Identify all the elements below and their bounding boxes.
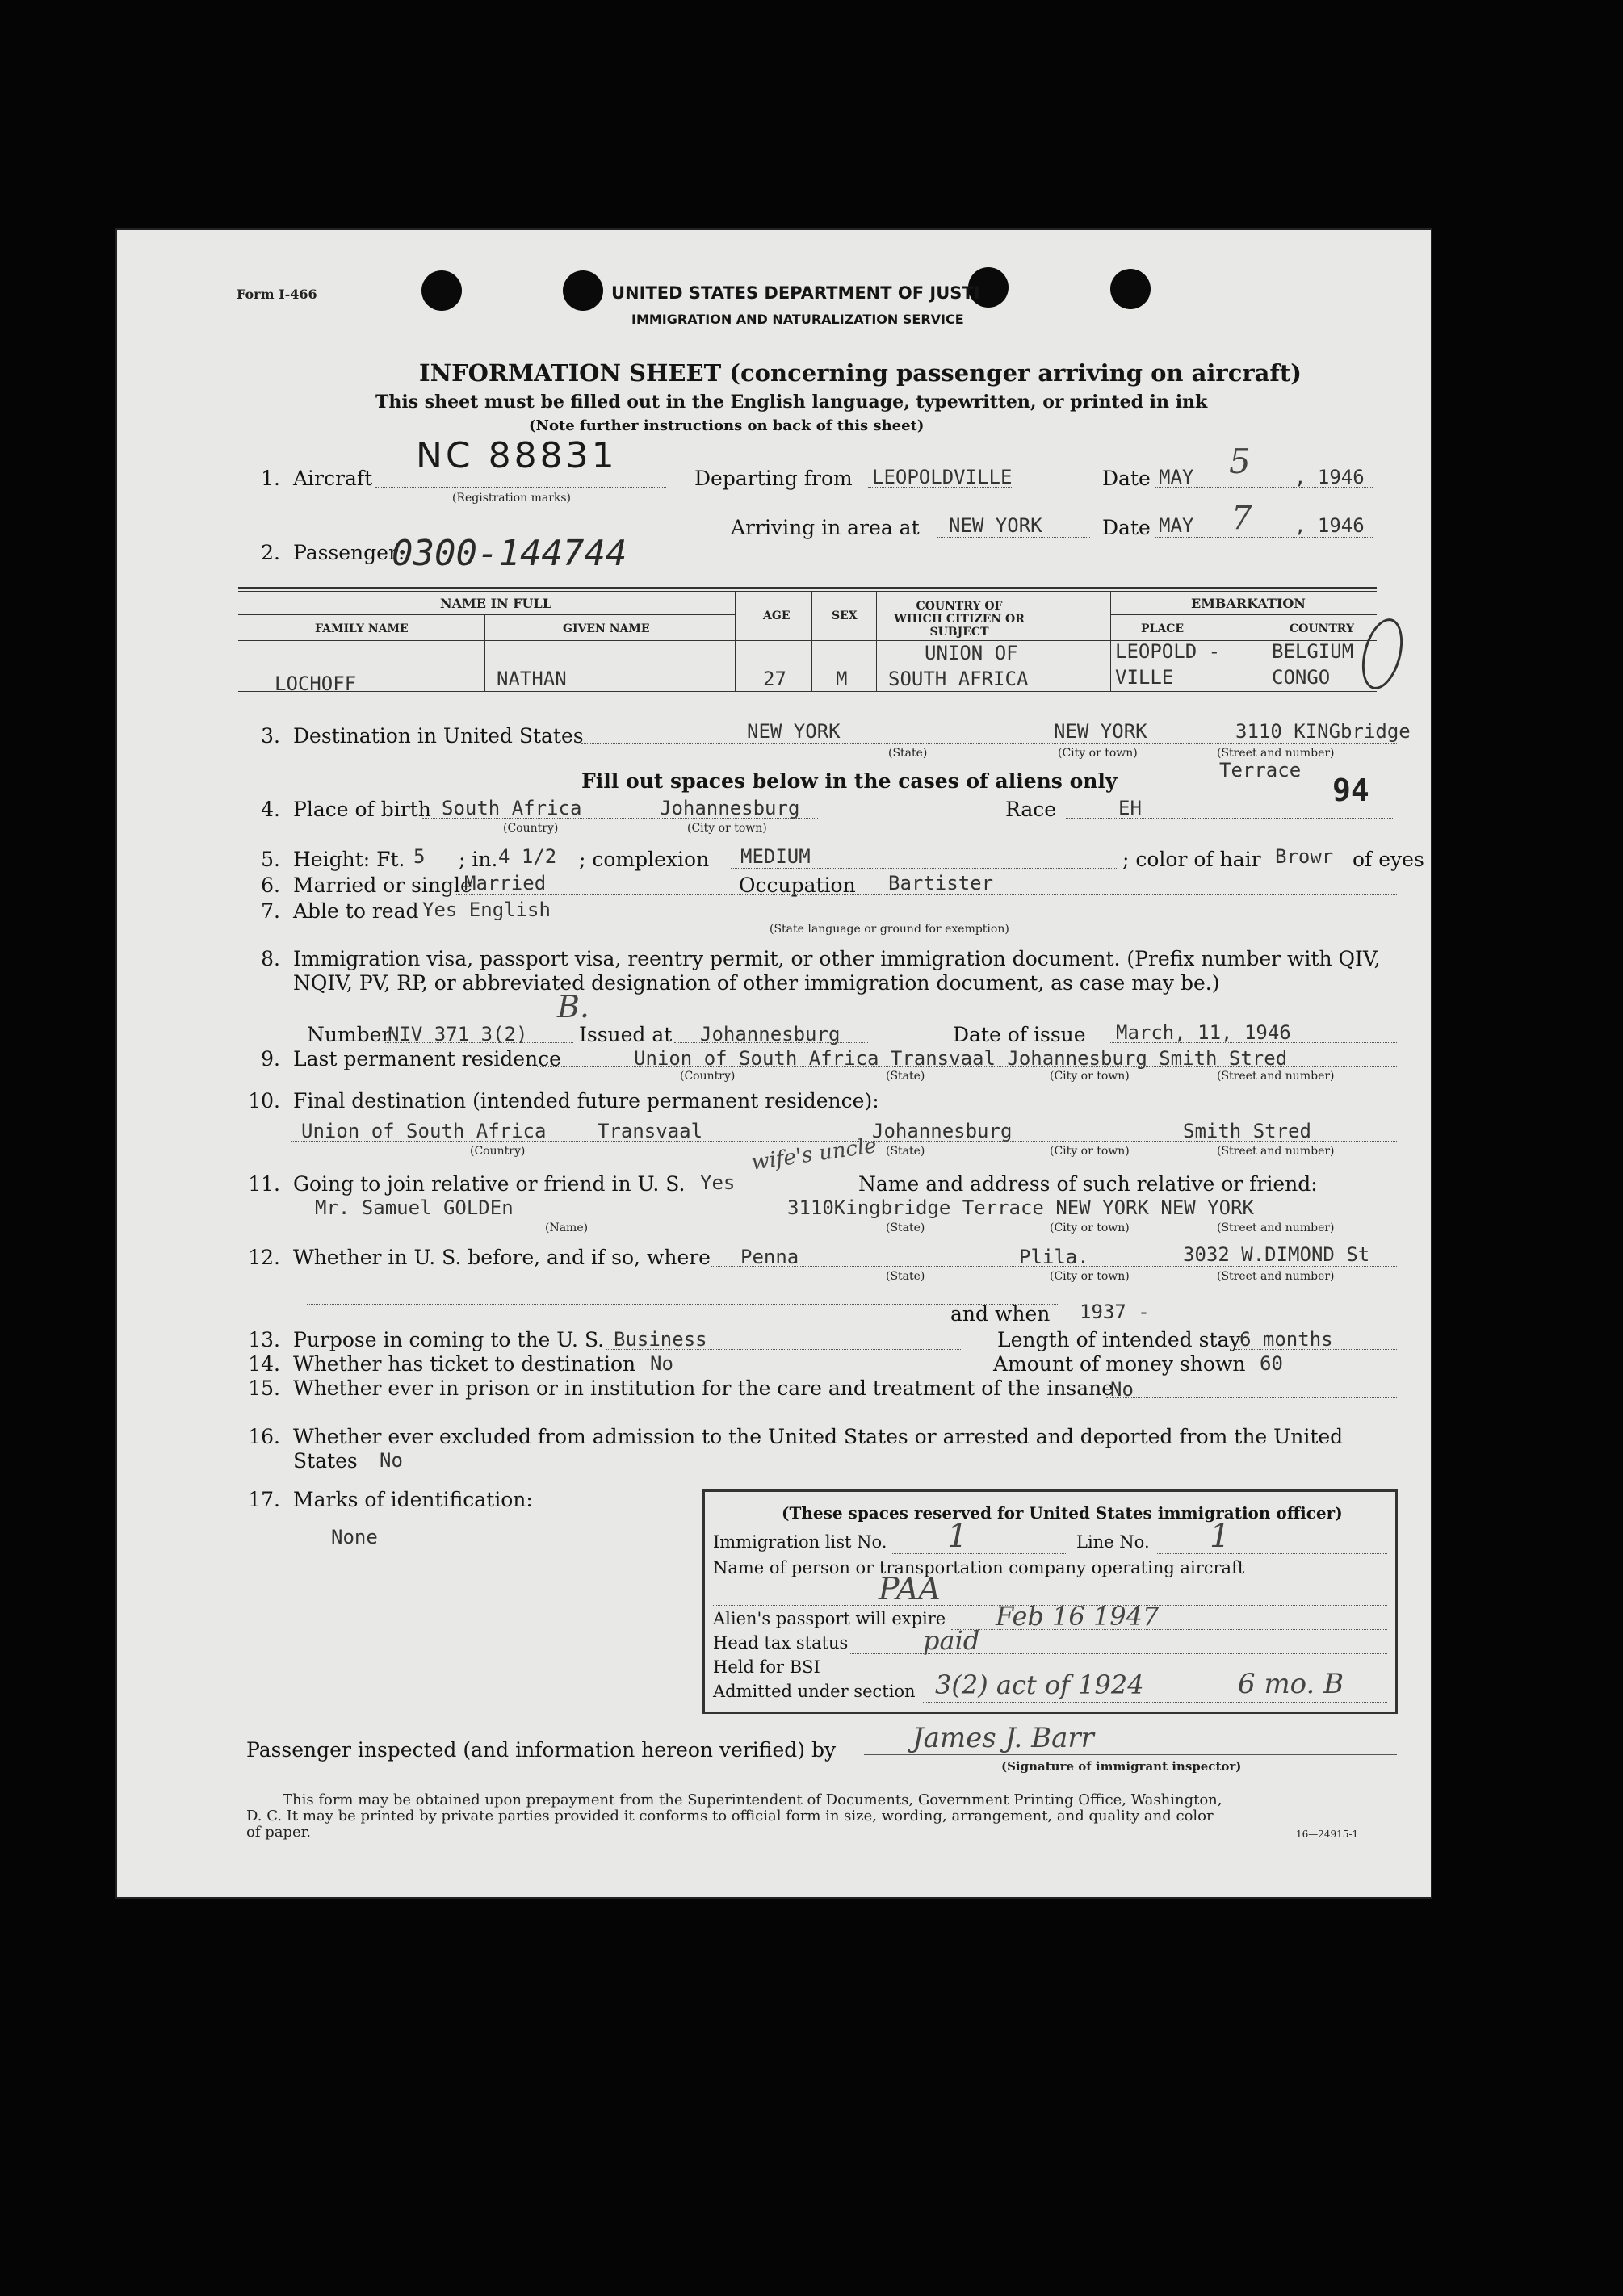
- age-value: 27: [763, 668, 786, 690]
- destination-street-2: Terrace: [1219, 759, 1302, 781]
- res-cap-country: (Country): [680, 1070, 736, 1083]
- col-given-name: GIVEN NAME: [563, 622, 650, 635]
- res-cap-city: (City or town): [1050, 1070, 1130, 1083]
- bsi-label: Held for BSI: [713, 1657, 820, 1677]
- prison-label: 15. Whether ever in prison or in institution for the care and treatment of the insane: [248, 1376, 1114, 1400]
- race-label: Race: [1005, 798, 1057, 821]
- admitted-extra: 6 mo. B: [1238, 1668, 1344, 1700]
- occupation-value: Bartister: [888, 872, 994, 895]
- head-tax-label: Head tax status: [713, 1633, 849, 1653]
- department-name: UNITED STATES DEPARTMENT OF JUSTI: [611, 283, 980, 303]
- dest-cap-city: (City or town): [1058, 747, 1138, 760]
- final-state: Transvaal: [598, 1120, 703, 1142]
- aliens-heading: Fill out spaces below in the cases of aliens only: [581, 769, 1118, 793]
- arrive-date-day: 7: [1231, 500, 1252, 537]
- purpose-label: 13. Purpose in coming to the U. S.: [248, 1328, 605, 1351]
- destination-street: 3110 KINGbridge: [1235, 720, 1411, 743]
- citizen-value-1: UNION OF: [925, 642, 1018, 664]
- ticket-label: 14. Whether has ticket to destination: [248, 1352, 636, 1376]
- passport-expire-label: Alien's passport will expire: [713, 1609, 946, 1628]
- birth-cap-country: (Country): [503, 822, 559, 835]
- col-age: AGE: [763, 610, 791, 622]
- passenger-number: 0300-144744: [392, 533, 627, 574]
- form-sheet: [117, 230, 1431, 1897]
- when-value: 1937 -: [1080, 1301, 1150, 1323]
- emb-country-value-1: BELGIUM: [1272, 640, 1354, 663]
- excluded-value: No: [380, 1449, 403, 1472]
- read-caption: (State language or ground for exemption): [770, 923, 1009, 936]
- birth-cap-city: (City or town): [687, 822, 767, 835]
- depart-date-label: Date: [1102, 467, 1151, 490]
- final-label: 10. Final destination (intended future permanent residence):: [248, 1089, 879, 1112]
- issued-label: Issued at: [579, 1023, 673, 1046]
- before-city: Plila.: [1019, 1246, 1089, 1268]
- ticket-value: No: [650, 1352, 673, 1375]
- occupation-label: Occupation: [739, 874, 856, 897]
- dest-cap-street: (Street and number): [1217, 747, 1335, 760]
- before-label: 12. Whether in U. S. before, and if so, where: [248, 1246, 711, 1269]
- col-place: PLACE: [1141, 622, 1185, 635]
- final-country: Union of South Africa: [301, 1120, 547, 1142]
- final-cap-street: (Street and number): [1217, 1145, 1335, 1158]
- joining-cap-city: (City or town): [1050, 1221, 1130, 1234]
- complexion-value: MEDIUM: [740, 845, 811, 868]
- height-ft: 5: [413, 845, 426, 868]
- form-note: (Note further instructions on back of this sheet): [529, 417, 925, 434]
- arrive-date-year: , 1946: [1294, 514, 1365, 537]
- joining-cap-street: (Street and number): [1217, 1221, 1335, 1234]
- visa-text-1: 8. Immigration visa, passport visa, reentry permit, or other immigration document. (Prefix number with QIV,: [261, 947, 1381, 970]
- inspected-label: Passenger inspected (and information hereon verified) by: [246, 1738, 837, 1762]
- date-of-issue-label: Date of issue: [953, 1023, 1086, 1046]
- emb-country-value-2: CONGO: [1272, 666, 1331, 689]
- col-emb-country: COUNTRY: [1290, 622, 1354, 635]
- col-sex: SEX: [832, 610, 858, 622]
- passport-expire-value: Feb 16 1947: [996, 1601, 1160, 1632]
- depart-date-year: , 1946: [1294, 466, 1365, 488]
- circle-mark: [1355, 614, 1410, 694]
- depart-date-day: 5: [1229, 442, 1251, 481]
- birth-label: 4. Place of birth: [261, 798, 431, 821]
- footer-line-3: of paper.: [246, 1824, 311, 1841]
- res-cap-street: (Street and number): [1217, 1070, 1335, 1083]
- note-94: 94: [1332, 773, 1369, 808]
- arrive-date-label: Date: [1102, 516, 1151, 539]
- destination-city: NEW YORK: [1054, 720, 1147, 743]
- sex-value: M: [836, 668, 848, 690]
- final-cap-country: (Country): [470, 1145, 526, 1158]
- purpose-value: Business: [614, 1328, 707, 1351]
- dest-cap-state: (State): [888, 747, 928, 760]
- head-tax-value: paid: [923, 1625, 980, 1656]
- service-name: IMMIGRATION AND NATURALIZATION SERVICE: [631, 312, 964, 327]
- footer-code: 16—24915-1: [1296, 1829, 1359, 1840]
- issued-value: Johannesburg: [700, 1023, 841, 1045]
- form-title: INFORMATION SHEET (concerning passenger arriving on aircraft): [419, 359, 1302, 387]
- given-name-value: NATHAN: [497, 668, 567, 690]
- visa-number-label: Number: [307, 1023, 392, 1046]
- line-no-value: 1: [1210, 1518, 1231, 1555]
- place-value-1: LEOPOLD -: [1115, 640, 1221, 663]
- residence-label: 9. Last permanent residence: [261, 1047, 561, 1070]
- final-street: Smith Stred: [1183, 1120, 1311, 1142]
- list-no-value: 1: [947, 1518, 968, 1555]
- before-state: Penna: [740, 1246, 799, 1268]
- officer-box: [702, 1489, 1398, 1714]
- married-label: 6. Married or single: [261, 874, 472, 897]
- operator-label: Name of person or transportation company operating aircraft: [713, 1558, 1245, 1577]
- visa-number-hand: B.: [557, 989, 590, 1024]
- height-in: 4 1/2: [498, 845, 557, 868]
- depart-date-month: MAY: [1159, 466, 1194, 488]
- arriving-value: NEW YORK: [949, 514, 1042, 537]
- footer-line-2: D. C. It may be printed by private parties provided it conforms to official form in size, wording, arrangement, and quality and color: [246, 1808, 1214, 1825]
- prison-value: No: [1110, 1378, 1134, 1401]
- before-cap-state: (State): [886, 1270, 925, 1283]
- joining-address: 3110Kingbridge Terrace NEW YORK NEW YORK: [787, 1196, 1254, 1219]
- joining-name-label: Name and address of such relative or friend:: [858, 1172, 1318, 1196]
- before-street: 3032 W.DIMOND St: [1183, 1243, 1370, 1266]
- res-cap-state: (State): [886, 1070, 925, 1083]
- family-name-value: LOCHOFF: [275, 672, 357, 695]
- married-value: Married: [464, 872, 547, 895]
- departing-label: Departing from: [694, 467, 853, 490]
- residence-value: Union of South Africa Transvaal Johannesburg Smith Stred: [634, 1047, 1288, 1070]
- punch-hole: [421, 270, 462, 311]
- admitted-label: Admitted under section: [713, 1682, 916, 1701]
- citizen-value-2: SOUTH AFRICA: [888, 668, 1029, 690]
- passenger-label: 2. Passenger:: [261, 541, 405, 564]
- date-of-issue-value: March, 11, 1946: [1116, 1021, 1291, 1044]
- complexion-label: ; complexion: [579, 848, 710, 871]
- money-value: 60: [1260, 1352, 1283, 1375]
- before-cap-street: (Street and number): [1217, 1270, 1335, 1283]
- stay-value: 6 months: [1239, 1328, 1333, 1351]
- money-label: Amount of money shown: [993, 1352, 1246, 1376]
- birth-city: Johannesburg: [660, 797, 800, 819]
- visa-number: NIV 371 3(2): [388, 1023, 528, 1045]
- final-cap-city: (City or town): [1050, 1145, 1130, 1158]
- line-no-label: Line No.: [1076, 1532, 1150, 1552]
- aircraft-label: 1. Aircraft: [261, 467, 373, 490]
- joining-value: Yes: [700, 1171, 736, 1194]
- departing-value: LEOPOLDVILLE: [872, 466, 1013, 488]
- form-subtitle: This sheet must be filled out in the English language, typewritten, or printed in ink: [375, 392, 1208, 413]
- signature-caption: (Signature of immigrant inspector): [1001, 1759, 1242, 1774]
- col-family-name: FAMILY NAME: [315, 622, 409, 635]
- form-number: Form I-466: [237, 287, 317, 302]
- hair-value: Browr: [1275, 845, 1334, 868]
- arrive-date-month: MAY: [1159, 514, 1194, 537]
- punch-hole: [1110, 269, 1151, 309]
- race-value: EH: [1118, 797, 1142, 819]
- joining-name: Mr. Samuel GOLDEn: [315, 1196, 514, 1219]
- final-cap-state: (State): [886, 1145, 925, 1158]
- marks-label: 17. Marks of identification:: [248, 1488, 533, 1511]
- destination-label: 3. Destination in United States: [261, 724, 584, 748]
- height-in-label: ; in.: [459, 848, 498, 871]
- col-name-in-full: NAME IN FULL: [440, 596, 552, 611]
- excluded-text-1: 16. Whether ever excluded from admission to the United States or arrested and deported from the United: [248, 1425, 1344, 1448]
- hair-label: ; color of hair: [1122, 848, 1261, 871]
- arriving-label: Arriving in area at: [731, 516, 920, 539]
- destination-state: NEW YORK: [747, 720, 841, 743]
- admitted-value: 3(2) act of 1924: [935, 1670, 1144, 1700]
- excluded-text-2: States: [293, 1449, 358, 1473]
- officer-heading: (These spaces reserved for United States immigration officer): [782, 1503, 1343, 1523]
- place-value-2: VILLE: [1115, 666, 1174, 689]
- joining-label: 11. Going to join relative or friend in U. S.: [248, 1172, 686, 1196]
- read-value: Yes English: [422, 899, 551, 921]
- operator-value: PAA: [879, 1571, 941, 1607]
- col-embarkation: EMBARKATION: [1191, 596, 1306, 611]
- read-label: 7. Able to read: [261, 899, 419, 923]
- before-cap-city: (City or town): [1050, 1270, 1130, 1283]
- final-city: Johannesburg: [872, 1120, 1013, 1142]
- inspector-signature: James J. Barr: [912, 1722, 1094, 1754]
- height-label: 5. Height: Ft.: [261, 848, 405, 871]
- footer-line-1: This form may be obtained upon prepayment from the Superintendent of Documents, Government Printing Office, Washington,: [283, 1791, 1222, 1808]
- joining-cap-name: (Name): [545, 1221, 589, 1234]
- stay-label: Length of intended stay: [997, 1328, 1241, 1351]
- when-label: and when: [950, 1302, 1051, 1326]
- aircraft-value: NC 88831: [416, 435, 618, 476]
- birth-country: South Africa: [442, 797, 582, 819]
- eyes-label: of eyes: [1352, 848, 1424, 871]
- registration-caption: (Registration marks): [452, 492, 572, 505]
- col-country: COUNTRY OF WHICH CITIZEN OR SUBJECT: [894, 600, 1025, 639]
- marks-value: None: [331, 1526, 378, 1548]
- visa-text-2: NQIV, PV, RP, or abbreviated designation of other immigration document, as case may be.): [293, 971, 1220, 995]
- joining-hand: wife's uncle: [749, 1133, 879, 1175]
- joining-cap-state: (State): [886, 1221, 925, 1234]
- punch-hole: [563, 270, 603, 311]
- list-no-label: Immigration list No.: [713, 1532, 887, 1552]
